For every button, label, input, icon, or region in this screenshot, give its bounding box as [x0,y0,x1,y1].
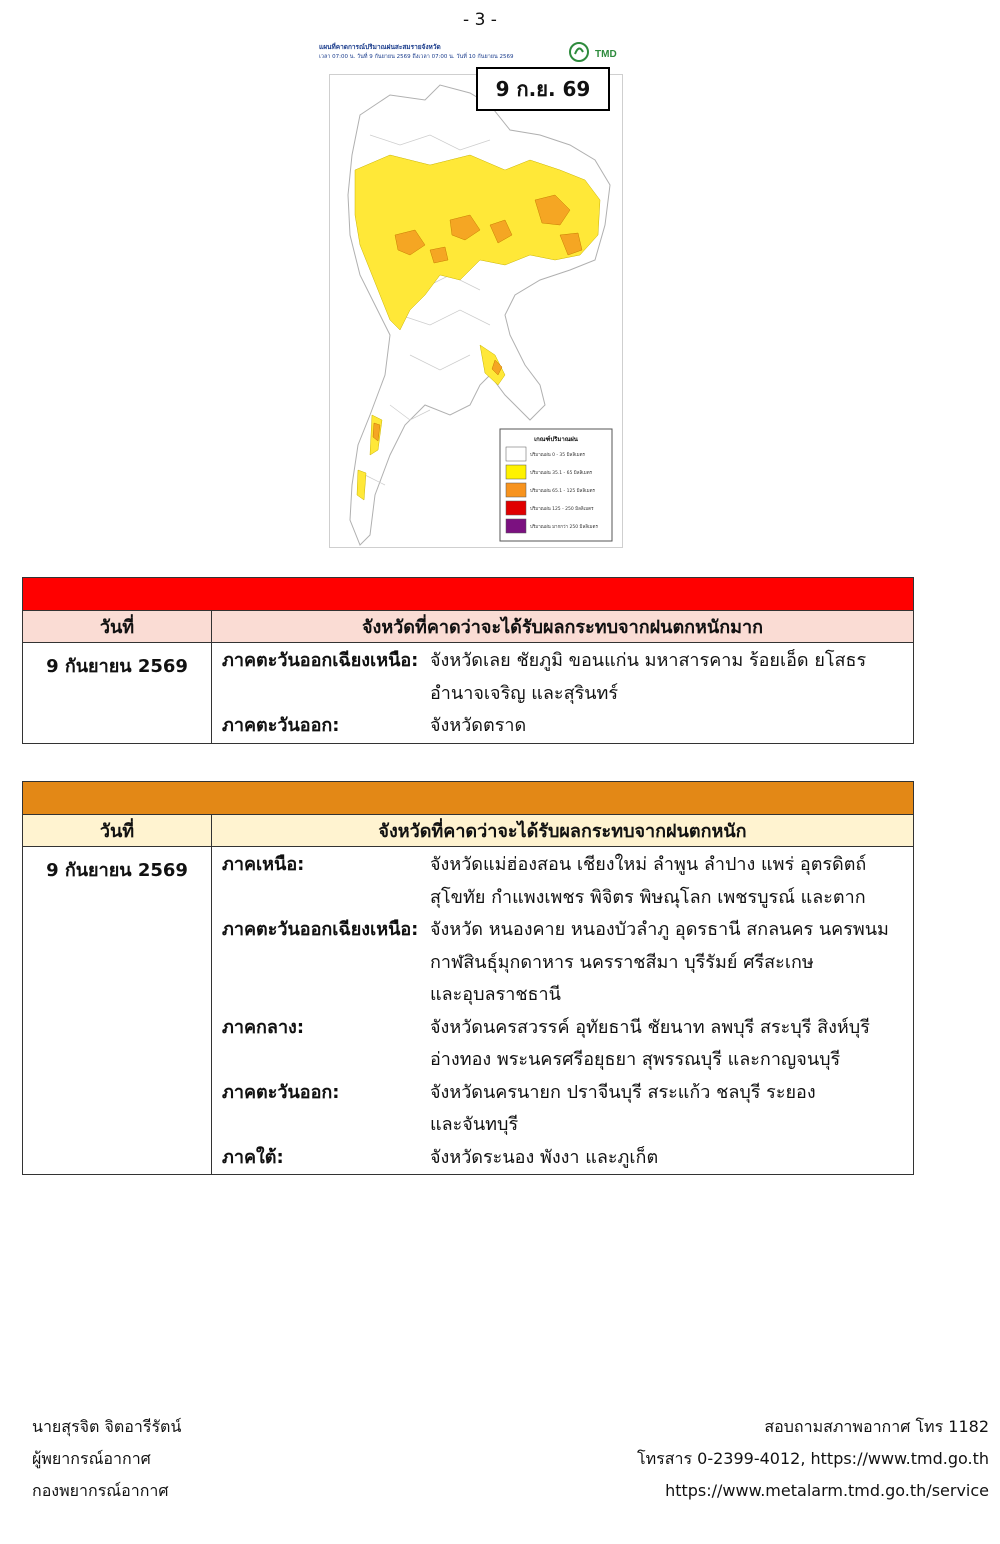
tmd-logo-icon [565,38,625,68]
region-provinces [430,1012,913,1077]
region-entry [212,914,913,1012]
region-provinces [430,645,913,710]
region-provinces [430,1077,913,1142]
legend-label: ปริมาณฝน 125 - 250 มิลลิเมตร [530,507,594,512]
region-provinces [430,914,913,1012]
region-name: ภาคกลาง: [222,1016,305,1038]
column-header-date: วันที่ [23,815,212,847]
province-line: อำนาจเจริญ และสุรินทร์ [430,682,619,704]
province-line: จังหวัดนครนายก ปราจีนบุรี สระแก้ว ชลบุรี ระยอง [430,1081,816,1103]
heavy-rain-table [22,781,914,1175]
forecaster-name: นายสุรจิต จิตอารีรัตน์ [32,1417,182,1436]
region-entry [212,1142,913,1175]
province-line: จังหวัดระนอง พังงา และภูเก็ต [430,1146,659,1168]
table-row [23,643,914,744]
contact-alarm-link[interactable]: https://www.metalarm.tmd.go.th/service [665,1481,989,1500]
region-entry [212,645,913,710]
forecaster-division: กองพยากรณ์อากาศ [32,1481,169,1500]
region-entry [212,710,913,743]
province-line: จังหวัดนครสวรรค์ อุทัยธานี ชัยนาท ลพบุรี สระบุรี สิงห์บุรี [430,1016,870,1038]
region-name: ภาคเหนือ: [222,854,305,875]
legend-title: เกณฑ์ปริมาณฝน [534,436,578,443]
map-canvas [329,74,623,548]
table-row [23,847,914,1175]
legend-label: ปริมาณฝน มากกว่า 250 มิลลิเมตร [530,525,598,530]
column-header-provinces: จังหวัดที่คาดว่าจะได้รับผลกระทบจากฝนตกหนัก [212,815,914,847]
legend-swatch [506,483,526,497]
thailand-map [330,75,622,547]
footer-signature [32,1411,181,1507]
region-name: ภาคตะวันออก: [222,715,340,736]
contact-phone: สอบถามสภาพอากาศ โทร 1182 [764,1417,989,1436]
province-line: จังหวัด หนองคาย หนองบัวลำภู อุดรธานี สกลนคร นครพนม [430,919,889,940]
map-subtitle: เวลา 07:00 น. วันที่ 9 กันยายน 2569 ถึงเวลา 07:00 น. วันที่ 10 กันยายน 2569 [319,54,514,60]
region-provinces [430,1142,913,1175]
map-legend [500,429,612,541]
region-name: ภาคใต้: [222,1146,284,1168]
page-number: - 3 - [463,10,497,30]
contact-fax-website[interactable]: โทรสาร 0-2399-4012, https://www.tmd.go.th [637,1449,989,1468]
legend-label: ปริมาณฝน 35.1 - 65 มิลลิเมตร [530,471,593,476]
province-line: และอุบลราชธานี [430,984,561,1005]
footer-contact [637,1411,989,1507]
row-regions [212,643,914,744]
legend-label: ปริมาณฝน 0 - 35 มิลลิเมตร [530,453,585,458]
province-line: สุโขทัย กำแพงเพชร พิจิตร พิษณุโลก เพชรบูรณ์ และตาก [430,886,866,908]
legend-swatch [506,447,526,461]
region-entry [212,1077,913,1142]
very-heavy-rain-table [22,577,914,744]
forecaster-title: ผู้พยากรณ์อากาศ [32,1449,151,1468]
map-header [317,38,627,68]
province-line: และจันทบุรี [430,1114,519,1135]
row-date: 9 กันยายน 2569 [23,643,212,744]
heavy-rain-bar [23,782,914,815]
province-line: กาฬสินธุ์มุกดาหาร นครราชสีมา บุรีรัมย์ ศรีสะเกษ [430,951,814,973]
row-regions [212,847,914,1175]
map-date-label: 9 ก.ย. 69 [476,67,610,111]
region-provinces [430,849,913,914]
region-name: ภาคตะวันออกเฉียงเหนือ: [222,919,419,940]
very-heavy-rain-bar [23,578,914,611]
map-title: แผนที่คาดการณ์ปริมาณฝนสะสมรายจังหวัด [319,43,441,51]
region-entry [212,849,913,914]
region-entry [212,1012,913,1077]
province-line: อ่างทอง พระนครศรีอยุธยา สุพรรณบุรี และกาญจนบุรี [430,1049,841,1070]
region-provinces [430,710,913,743]
region-name: ภาคตะวันออกเฉียงเหนือ: [222,650,419,671]
rainfall-map-figure [317,38,627,548]
map-logo-text: TMD [595,49,617,60]
legend-swatch [506,465,526,479]
legend-label: ปริมาณฝน 65.1 - 125 มิลลิเมตร [530,489,595,494]
province-line: จังหวัดแม่ฮ่องสอน เชียงใหม่ ลำพูน ลำปาง แพร่ อุตรดิตถ์ [430,854,867,875]
region-name: ภาคตะวันออก: [222,1081,340,1103]
province-line: จังหวัดเลย ชัยภูมิ ขอนแก่น มหาสารคาม ร้อยเอ็ด ยโสธร [430,650,867,671]
legend-swatch [506,519,526,533]
column-header-date: วันที่ [23,611,212,643]
province-line: จังหวัดตราด [430,715,527,736]
legend-swatch [506,501,526,515]
row-date: 9 กันยายน 2569 [23,847,212,1175]
column-header-provinces: จังหวัดที่คาดว่าจะได้รับผลกระทบจากฝนตกหนักมาก [212,611,914,643]
